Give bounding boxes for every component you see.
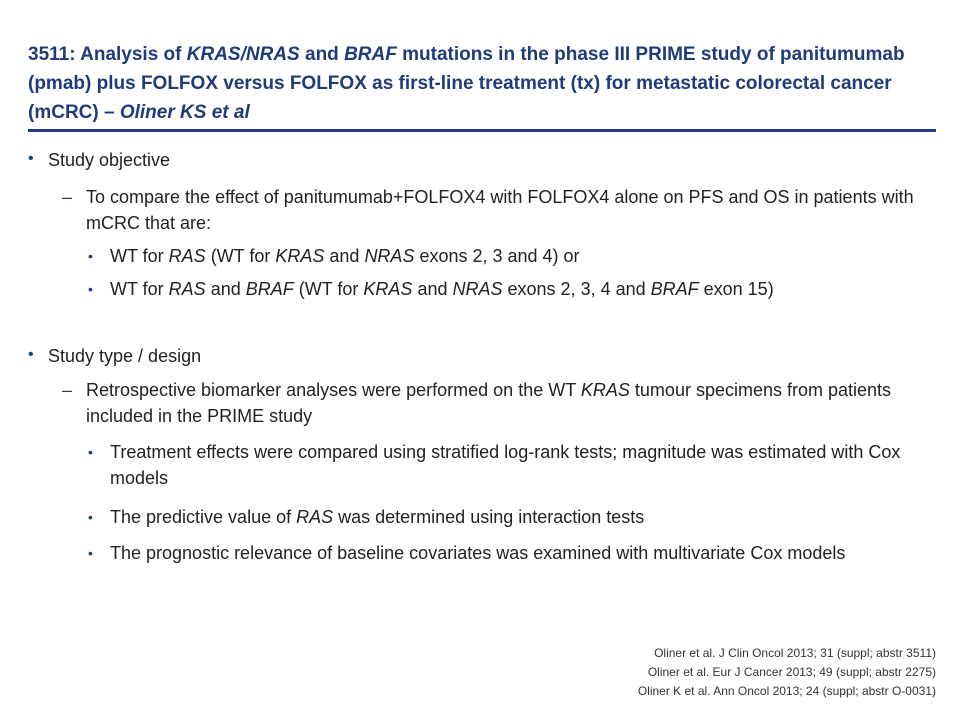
dash-marker: – xyxy=(62,187,73,207)
text-run: mutations in the phase III PRIME study of panitumumab (pmab) plus FOLFOX versus FOLFOX as first-line treatment (tx) for metastatic colorectal cancer (mCRC) – xyxy=(28,44,905,123)
subbullet-compare-effect xyxy=(62,184,938,236)
dash-marker: – xyxy=(62,380,73,400)
text-run: was determined using interaction tests xyxy=(333,507,645,527)
bullet-text: Study objective xyxy=(48,150,171,170)
italic-term: RAS xyxy=(168,279,206,299)
italic-term: BRAF xyxy=(245,279,294,299)
bullet-study-design xyxy=(28,343,928,369)
bullet-marker: • xyxy=(28,150,34,167)
italic-term: Oliner KS et al xyxy=(119,102,250,123)
reference-line: Oliner et al. Eur J Cancer 2013; 49 (suppl; abstr 2275) xyxy=(647,665,936,679)
text-run: (WT for xyxy=(293,279,364,299)
bullet-marker: • xyxy=(88,509,93,525)
subsubbullet-wt-ras xyxy=(88,243,936,269)
italic-term: NRAS xyxy=(452,279,503,299)
italic-term: KRAS xyxy=(580,380,630,400)
bullet-marker: • xyxy=(88,248,93,264)
slide-title xyxy=(28,40,938,127)
text-run: (WT for xyxy=(205,246,276,266)
text-run: Retrospective biomarker analyses were performed on the WT xyxy=(86,380,581,400)
title-divider xyxy=(28,129,936,132)
text-run: WT for xyxy=(110,246,169,266)
text-run: exon 15) xyxy=(698,279,774,299)
italic-term: RAS xyxy=(296,507,334,527)
italic-term: KRAS xyxy=(363,279,413,299)
bullet-text: To compare the effect of panitumumab+FOLFOX4 with FOLFOX4 alone on PFS and OS in patients with mCRC that are: xyxy=(86,187,914,233)
text-run: and xyxy=(205,279,246,299)
text-run: 3511: Analysis of xyxy=(28,44,187,65)
bullet-text xyxy=(110,507,644,527)
bullet-text xyxy=(110,246,580,266)
text-run: The predictive value of xyxy=(110,507,297,527)
subsubbullet-treatment-effects xyxy=(88,439,936,491)
text-run: tumour specimens from patients included in the PRIME study xyxy=(86,380,892,426)
bullet-text: Study type / design xyxy=(48,346,202,366)
text-run: and xyxy=(324,246,365,266)
reference-line: Oliner K et al. Ann Oncol 2013; 24 (suppl; abstr O-0031) xyxy=(637,684,936,698)
text-run: exons 2, 3, 4 and xyxy=(502,279,651,299)
bullet-study-objective xyxy=(28,147,928,173)
reference-line: Oliner et al. J Clin Oncol 2013; 31 (suppl; abstr 3511) xyxy=(654,646,936,660)
text-run: exons 2, 3 and 4) or xyxy=(414,246,580,266)
bullet-marker: • xyxy=(88,444,93,460)
italic-term: BRAF xyxy=(344,44,397,65)
italic-term: KRAS/NRAS xyxy=(186,44,300,65)
bullet-text: Treatment effects were compared using stratified log-rank tests; magnitude was estimated with Cox models xyxy=(110,442,901,488)
italic-term: RAS xyxy=(168,246,206,266)
italic-term: KRAS xyxy=(275,246,325,266)
italic-term: NRAS xyxy=(364,246,415,266)
text-run: and xyxy=(412,279,453,299)
subsubbullet-prognostic-relevance xyxy=(88,540,936,566)
references xyxy=(638,644,936,701)
subsubbullet-wt-ras-braf xyxy=(88,276,936,302)
bullet-text: The prognostic relevance of baseline covariates was examined with multivariate Cox models xyxy=(110,543,846,563)
bullet-marker: • xyxy=(88,545,93,561)
subsubbullet-predictive-value xyxy=(88,504,936,530)
text-run: and xyxy=(299,44,345,65)
bullet-marker: • xyxy=(28,346,34,363)
italic-term: BRAF xyxy=(650,279,699,299)
text-run: WT for xyxy=(110,279,169,299)
subbullet-retrospective-analyses xyxy=(62,377,938,429)
bullet-text xyxy=(86,380,891,426)
bullet-text xyxy=(110,279,774,299)
bullet-marker: • xyxy=(88,281,93,297)
